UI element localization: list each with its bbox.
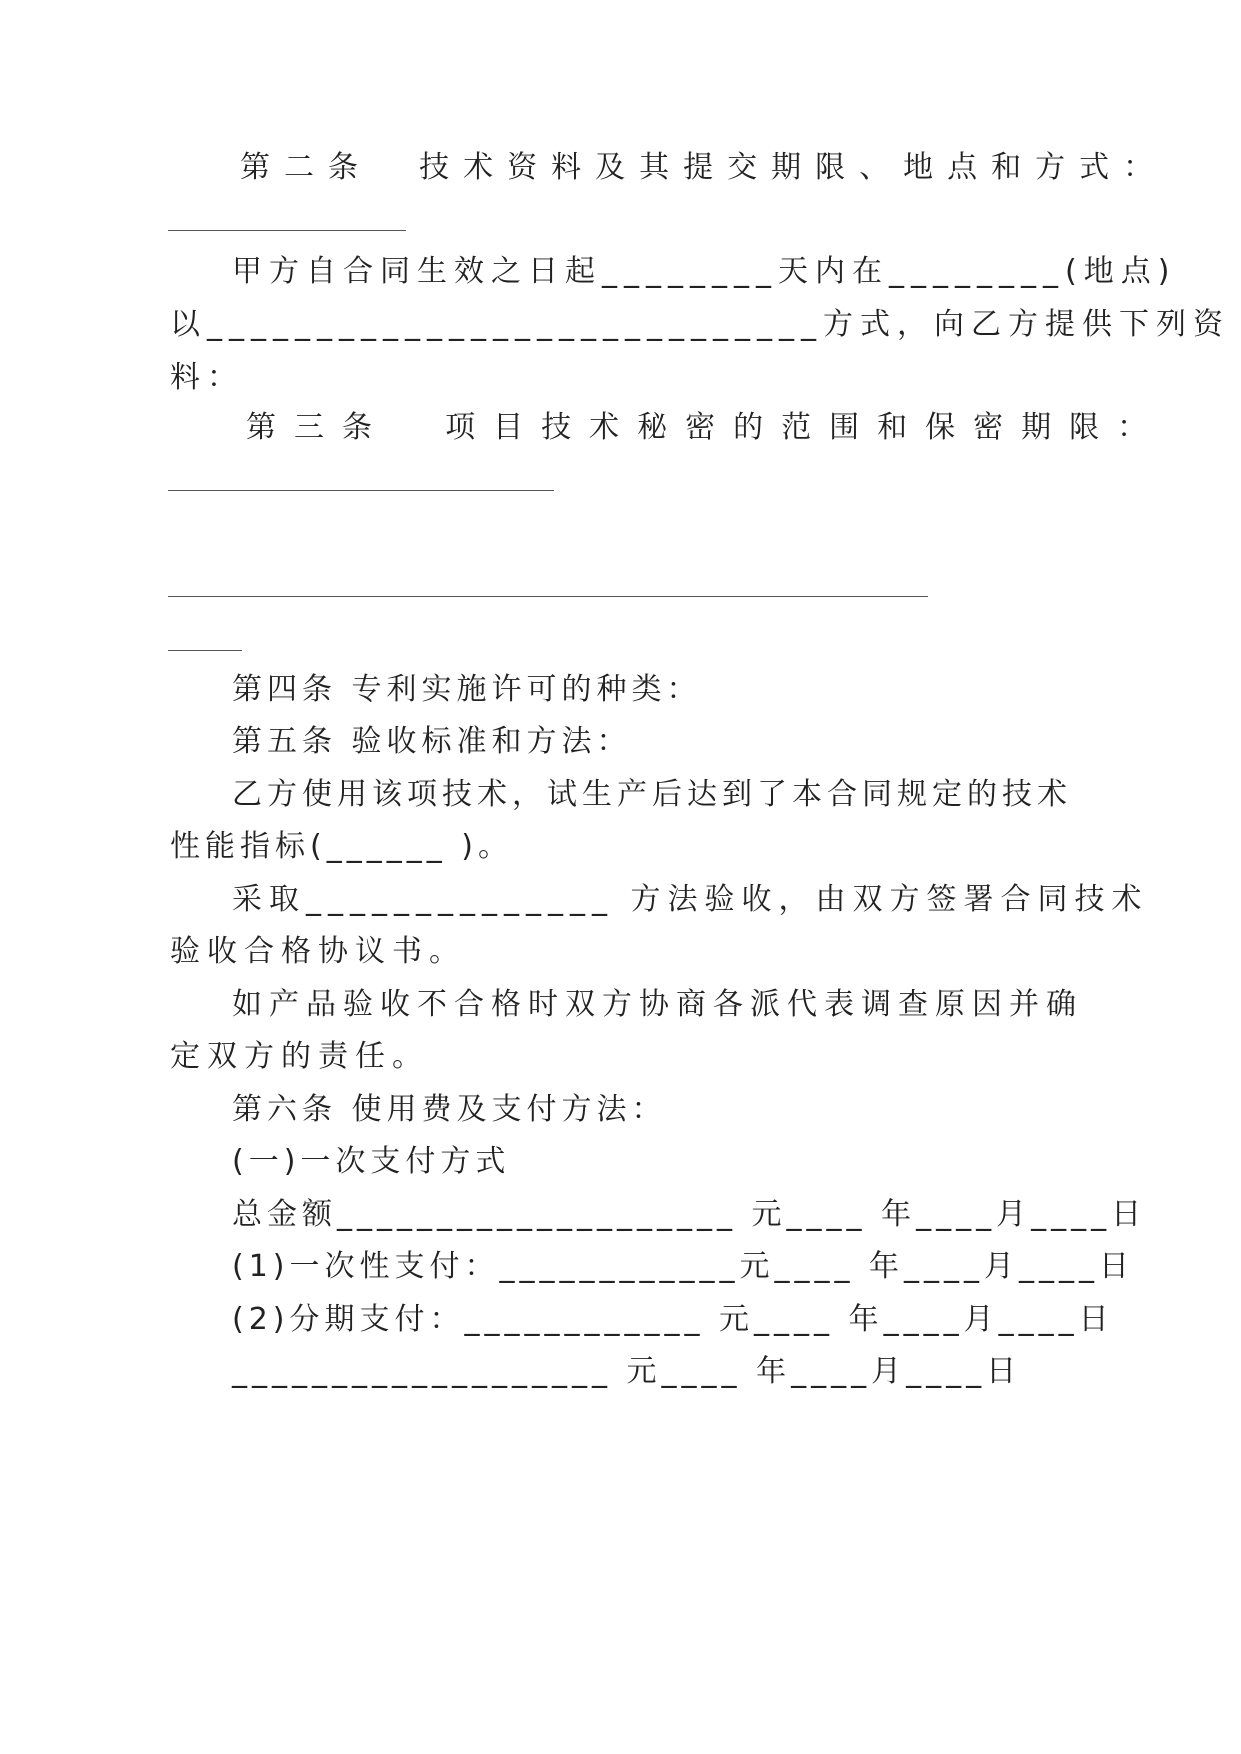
article-3-blank-rule-2 — [168, 596, 928, 597]
article-5-paragraph-1-line-1: 乙方使用该项技术，试生产后达到了本合同规定的技术 — [232, 777, 1072, 812]
article-5-paragraph-3-line-2: 定双方的责任。 — [170, 1039, 429, 1074]
article-3-blank-rule-1 — [168, 490, 554, 491]
article-6-total-amount-line: 总金额____________________ 元____ 年____月____日 — [232, 1197, 1147, 1232]
article-2-paragraph-line-2: 以____________________________方式，向乙方提供下列资 — [170, 307, 1230, 342]
article-2-paragraph-line-3: 料： — [170, 360, 244, 395]
article-2-blank-rule — [168, 230, 406, 231]
article-6-heading: 第六条 使用费及支付方法： — [232, 1092, 667, 1127]
article-2-heading: 第二条 技术资料及其提交期限、地点和方式： — [240, 150, 1168, 185]
article-3-heading: 第三条 项目技术秘密的范围和保密期限： — [246, 410, 1166, 445]
article-2-paragraph-line-1: 甲方自合同生效之日起________天内在________(地点) — [232, 254, 1177, 289]
article-5-paragraph-1-line-2: 性能指标(______ )。 — [170, 829, 513, 864]
article-5-paragraph-2-line-1: 采取______________ 方法验收，由双方签署合同技术 — [232, 882, 1149, 917]
article-6-installment-line-2: ___________________ 元____ 年____月____日 — [232, 1354, 1022, 1389]
article-6-subheading-lump-sum: (一)一次支付方式 — [232, 1144, 511, 1179]
article-5-heading: 第五条 验收标准和方法： — [232, 724, 632, 759]
article-5-paragraph-2-line-2: 验收合格协议书。 — [170, 934, 466, 969]
article-6-installment-line: (2)分期支付：____________ 元____ 年____月____日 — [232, 1302, 1114, 1337]
article-3-blank-rule-3 — [168, 650, 242, 651]
article-6-lump-sum-line: (1)一次性支付：____________元____ 年____月____日 — [232, 1249, 1135, 1284]
article-5-paragraph-3-line-1: 如产品验收不合格时双方协商各派代表调查原因并确 — [232, 987, 1083, 1022]
article-4-heading: 第四条 专利实施许可的种类： — [232, 672, 702, 707]
